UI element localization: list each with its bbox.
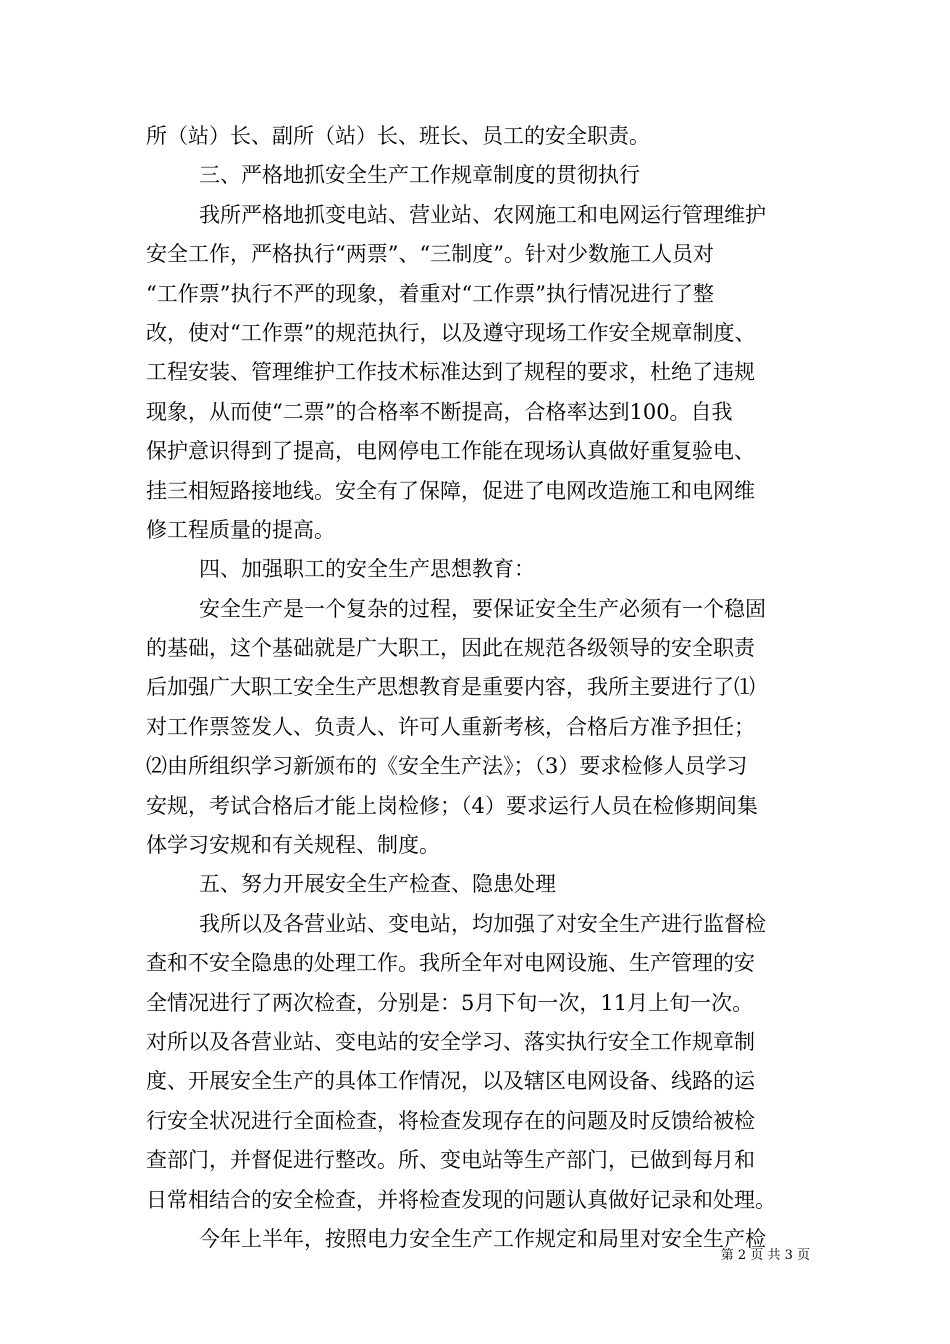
text-line: 安全工作，严格执行“两票”、“三制度”。针对少数施工人员对 (146, 242, 714, 267)
paragraph-start-line: 我所以及各营业站、变电站，均加强了对安全生产进行监督检 (199, 911, 766, 936)
text-line: 现象，从而使“二票”的合格率不断提高，合格率达到100。自我 (146, 399, 733, 424)
text-line: 全情况进行了两次检查，分别是：5月下旬一次，11月上旬一次。 (146, 990, 754, 1015)
text-line: 体学习安规和有关规程、制度。 (146, 833, 440, 858)
text-line: “工作票”执行不严的现象，着重对“工作票”执行情况进行了整 (146, 281, 714, 306)
paragraph-start-line: 安全生产是一个复杂的过程，要保证安全生产必须有一个稳固 (199, 596, 766, 621)
paragraph-start-line: 三、严格地抓安全生产工作规章制度的贯彻执行 (199, 163, 640, 188)
text-line: 挂三相短路接地线。安全有了保障，促进了电网改造施工和电网维 (146, 478, 755, 503)
text-line: 后加强广大职工安全生产思想教育是重要内容，我所主要进行了⑴ (146, 675, 755, 700)
text-line: 日常相结合的安全检查，并将检查发现的问题认真做好记录和处理。 (146, 1187, 776, 1212)
text-line: 改，使对“工作票”的规范执行，以及遵守现场工作安全规章制度、 (146, 320, 756, 345)
paragraph-start-line: 四、加强职工的安全生产思想教育： (199, 557, 535, 582)
text-line: 的基础，这个基础就是广大职工，因此在规范各级领导的安全职责 (146, 636, 755, 661)
text-line: 对工作票签发人、负责人、许可人重新考核，合格后方准予担任； (146, 714, 755, 739)
text-line: 安规，考试合格后才能上岗检修；（4）要求运行人员在检修期间集 (146, 793, 758, 818)
page-number: 第 2 页 共 3 页 (720, 1248, 810, 1263)
text-line: 所（站）长、副所（站）长、班长、员工的安全职责。 (146, 124, 650, 148)
text-line: 保护意识得到了提高，电网停电工作能在现场认真做好重复验电、 (146, 439, 755, 464)
text-line: ⑵由所组织学习新颁布的《安全生产法》；（3）要求检修人员学习 (146, 754, 748, 779)
text-line: 查和不安全隐患的处理工作。我所全年对电网设施、生产管理的安 (146, 951, 755, 976)
document-body (146, 117, 806, 1259)
text-line: 修工程质量的提高。 (146, 517, 335, 542)
text-line: 行安全状况进行全面检查，将检查发现存在的问题及时反馈给被检 (146, 1108, 755, 1133)
text-line: 度、开展安全生产的具体工作情况，以及辖区电网设备、线路的运 (146, 1069, 755, 1094)
text-line: 对所以及各营业站、变电站的安全学习、落实执行安全工作规章制 (146, 1029, 755, 1054)
paragraph-start-line: 我所严格地抓变电站、营业站、农网施工和电网运行管理维护 (199, 202, 766, 227)
text-line: 查部门，并督促进行整改。所、变电站等生产部门，已做到每月和 (146, 1148, 755, 1173)
paragraph-start-line: 今年上半年，按照电力安全生产工作规定和局里对安全生产检 (199, 1226, 766, 1251)
text-line: 工程安装、管理维护工作技术标准达到了规程的要求，杜绝了违规 (146, 360, 755, 385)
paragraph-start-line: 五、努力开展安全生产检查、隐患处理 (199, 872, 556, 897)
